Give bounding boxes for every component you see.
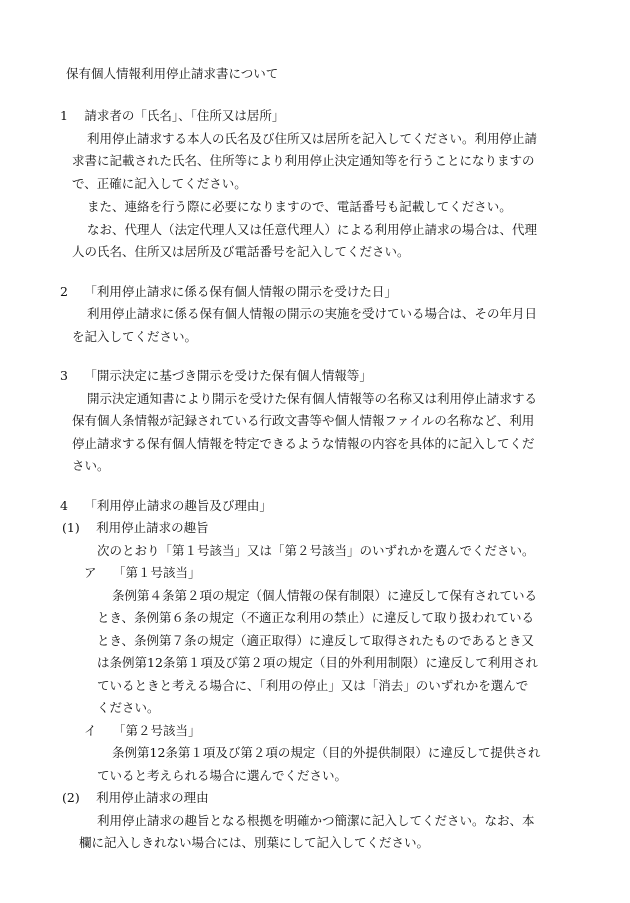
- body-line: を記入してください。: [72, 329, 198, 344]
- body-line: とき、条例第６条の規定（不適正な利用の禁止）に違反して取り扱われている: [97, 610, 535, 625]
- section-2-heading: 2 「利用停止請求に係る保有個人情報の開示を受けた日」: [60, 284, 397, 299]
- body-line: また、連絡を行う際に必要になりますので、電話番号も記載してください。: [87, 199, 512, 214]
- section-1-heading: 1 請求者の「氏名」、「住所又は居所」: [60, 108, 285, 123]
- body-line: 利用停止請求に係る保有個人情報の開示の実施を受けている場合は、その年月日: [87, 306, 538, 321]
- body-line: ているときと考える場合に、「利用の停止」又は「消去」のいずれかを選んで: [97, 678, 529, 693]
- body-line: 利用停止請求の趣旨となる根拠を明確かつ簡潔に記入してください。なお、本: [97, 813, 535, 828]
- body-line: 条例第４条第２項の規定（個人情報の保有制限）に違反して保有されている: [112, 588, 538, 603]
- body-line: 欄に記入しきれない場合には、別葉にして記入してください。: [79, 835, 430, 850]
- document-title: 保有個人情報利用停止請求書について: [66, 66, 279, 81]
- body-line: 停止請求する保有個人情報を特定できるような情報の内容を具体的に記入してくだ: [72, 436, 535, 451]
- body-line: ていると考えられる場合に選んでください。: [97, 768, 348, 783]
- subsection-2-heading: (2) 利用停止請求の理由: [62, 790, 209, 805]
- body-line: は条例第12条第１項及び第２項の規定（目的外利用制限）に違反して利用され: [97, 655, 538, 670]
- subsection-1-heading: (1) 利用停止請求の趣旨: [62, 520, 209, 535]
- body-line: 保有個人条情報が記録されている行政文書等や個人情報ファイルの名称など、利用: [72, 413, 535, 428]
- body-line: 求書に記載された氏名、住所等により利用停止決定通知等を行うことになりますの: [72, 153, 535, 168]
- body-line: 条例第12条第１項及び第２項の規定（目的外提供制限）に違反して提供され: [112, 745, 541, 760]
- body-line: なお、代理人（法定代理人又は任意代理人）による利用停止請求の場合は、代理: [87, 222, 538, 237]
- item-i-heading: イ 「第２号該当」: [84, 723, 201, 738]
- body-line: ください。: [97, 700, 160, 715]
- body-line: 人の氏名、住所又は居所及び電話番号を記入してください。: [72, 244, 410, 259]
- body-line: とき、条例第７条の規定（適正取得）に違反して取得されたものであるとき又: [97, 633, 535, 648]
- body-line: で、正確に記入してください。: [72, 176, 247, 191]
- item-a-heading: ア 「第１号該当」: [84, 565, 201, 580]
- section-4-heading: 4 「利用停止請求の趣旨及び理由」: [60, 498, 272, 513]
- body-line: 開示決定通知書により開示を受けた保有個人情報等の名称又は利用停止請求する: [87, 391, 538, 406]
- section-3-heading: 3 「開示決定に基づき開示を受けた保有個人情報等」: [60, 368, 372, 383]
- body-line: 次のとおり「第１号該当」又は「第２号該当」のいずれかを選んでください。: [97, 543, 535, 558]
- body-line: さい。: [72, 458, 110, 473]
- body-line: 利用停止請求する本人の氏名及び住所又は居所を記入してください。利用停止請: [87, 131, 538, 146]
